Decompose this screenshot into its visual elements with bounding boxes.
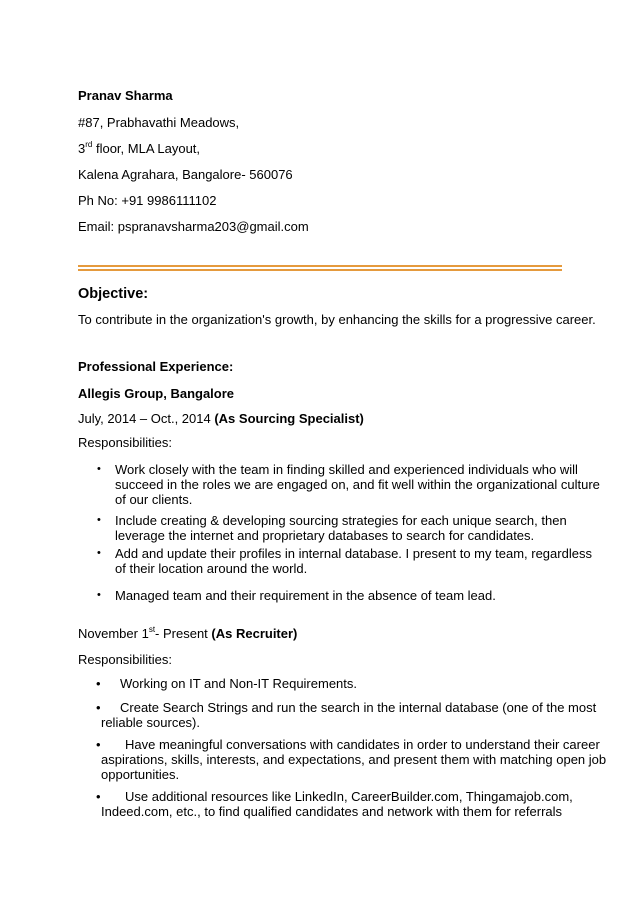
resume-page: Pranav Sharma #87, Prabhavathi Meadows, 3rd floor, MLA Layout, Kalena Agrahara, Bangalore- 560076 Ph No: +91 9986111102 Email: pspranavsharma203@gmail.com Objective: To contribute in the organization's growth, by enhancing the skills for a progressive career. Professional Experience: Allegis Group, Bangalore July, 2014 – Oct., 2014 (As Sourcing Specialist) Responsibilities: • Work closely with the team in finding skilled and experienced individuals who will succeed in the roles we are engaged on, and fit well within the organizational culture of our clients. • Include creating & developing sourcing strategies for each unique search, then leverage the internet and proprietary databases to search for candidates. • Add and update their profiles in internal database. I present to my team, regardless of their location around the world. • Managed team and their requirement in the absence of team lead. November 1st- Present (As Recruiter) Responsibilities: • Working on IT and Non-IT Requirements. • Create Search Strings and run the search in the internal database (one of the most reliable sources). • Have meaningful conversations with candidates in order to understand their career aspirations, skills, interests, and expectations, and present them with matching open job opportunities. • Use additional resources like LinkedIn, CareerBuilder.com, Thingamajob.com, Indeed.com, etc., to find qualified candidates and network with them for referrals (78, 88, 607, 819)
bullet-icon: • (97, 514, 101, 526)
bullet-icon: • (97, 589, 101, 601)
bullet-icon: • (96, 737, 101, 752)
job1-period: July, 2014 – Oct., 2014 (As Sourcing Specialist) (78, 411, 364, 426)
bullet-icon: • (96, 700, 101, 715)
bullet-icon: • (97, 547, 101, 559)
job2-responsibilities-label: Responsibilities: (78, 652, 172, 667)
objective-heading: Objective: (78, 286, 149, 302)
section-divider-bottom (78, 269, 562, 271)
objective-text: To contribute in the organization's growth, by enhancing the skills for a progressive career. (78, 312, 596, 327)
candidate-name: Pranav Sharma (78, 88, 173, 103)
job2-period: November 1st- Present (As Recruiter) (78, 624, 298, 641)
bullet-icon: • (97, 463, 101, 475)
bullet-icon: • (96, 676, 101, 691)
experience-heading: Professional Experience: (78, 359, 234, 374)
phone-number: Ph No: +91 9986111102 (78, 193, 217, 208)
company-name: Allegis Group, Bangalore (78, 386, 235, 401)
email-address: Email: pspranavsharma203@gmail.com (78, 219, 309, 234)
section-divider-top (78, 265, 562, 267)
address-line-1: #87, Prabhavathi Meadows, (78, 115, 240, 130)
address-line-2: 3rd floor, MLA Layout, (78, 139, 201, 156)
job1-responsibilities-label: Responsibilities: (78, 435, 172, 450)
bullet-icon: • (96, 789, 101, 804)
address-line-3: Kalena Agrahara, Bangalore- 560076 (78, 167, 293, 182)
